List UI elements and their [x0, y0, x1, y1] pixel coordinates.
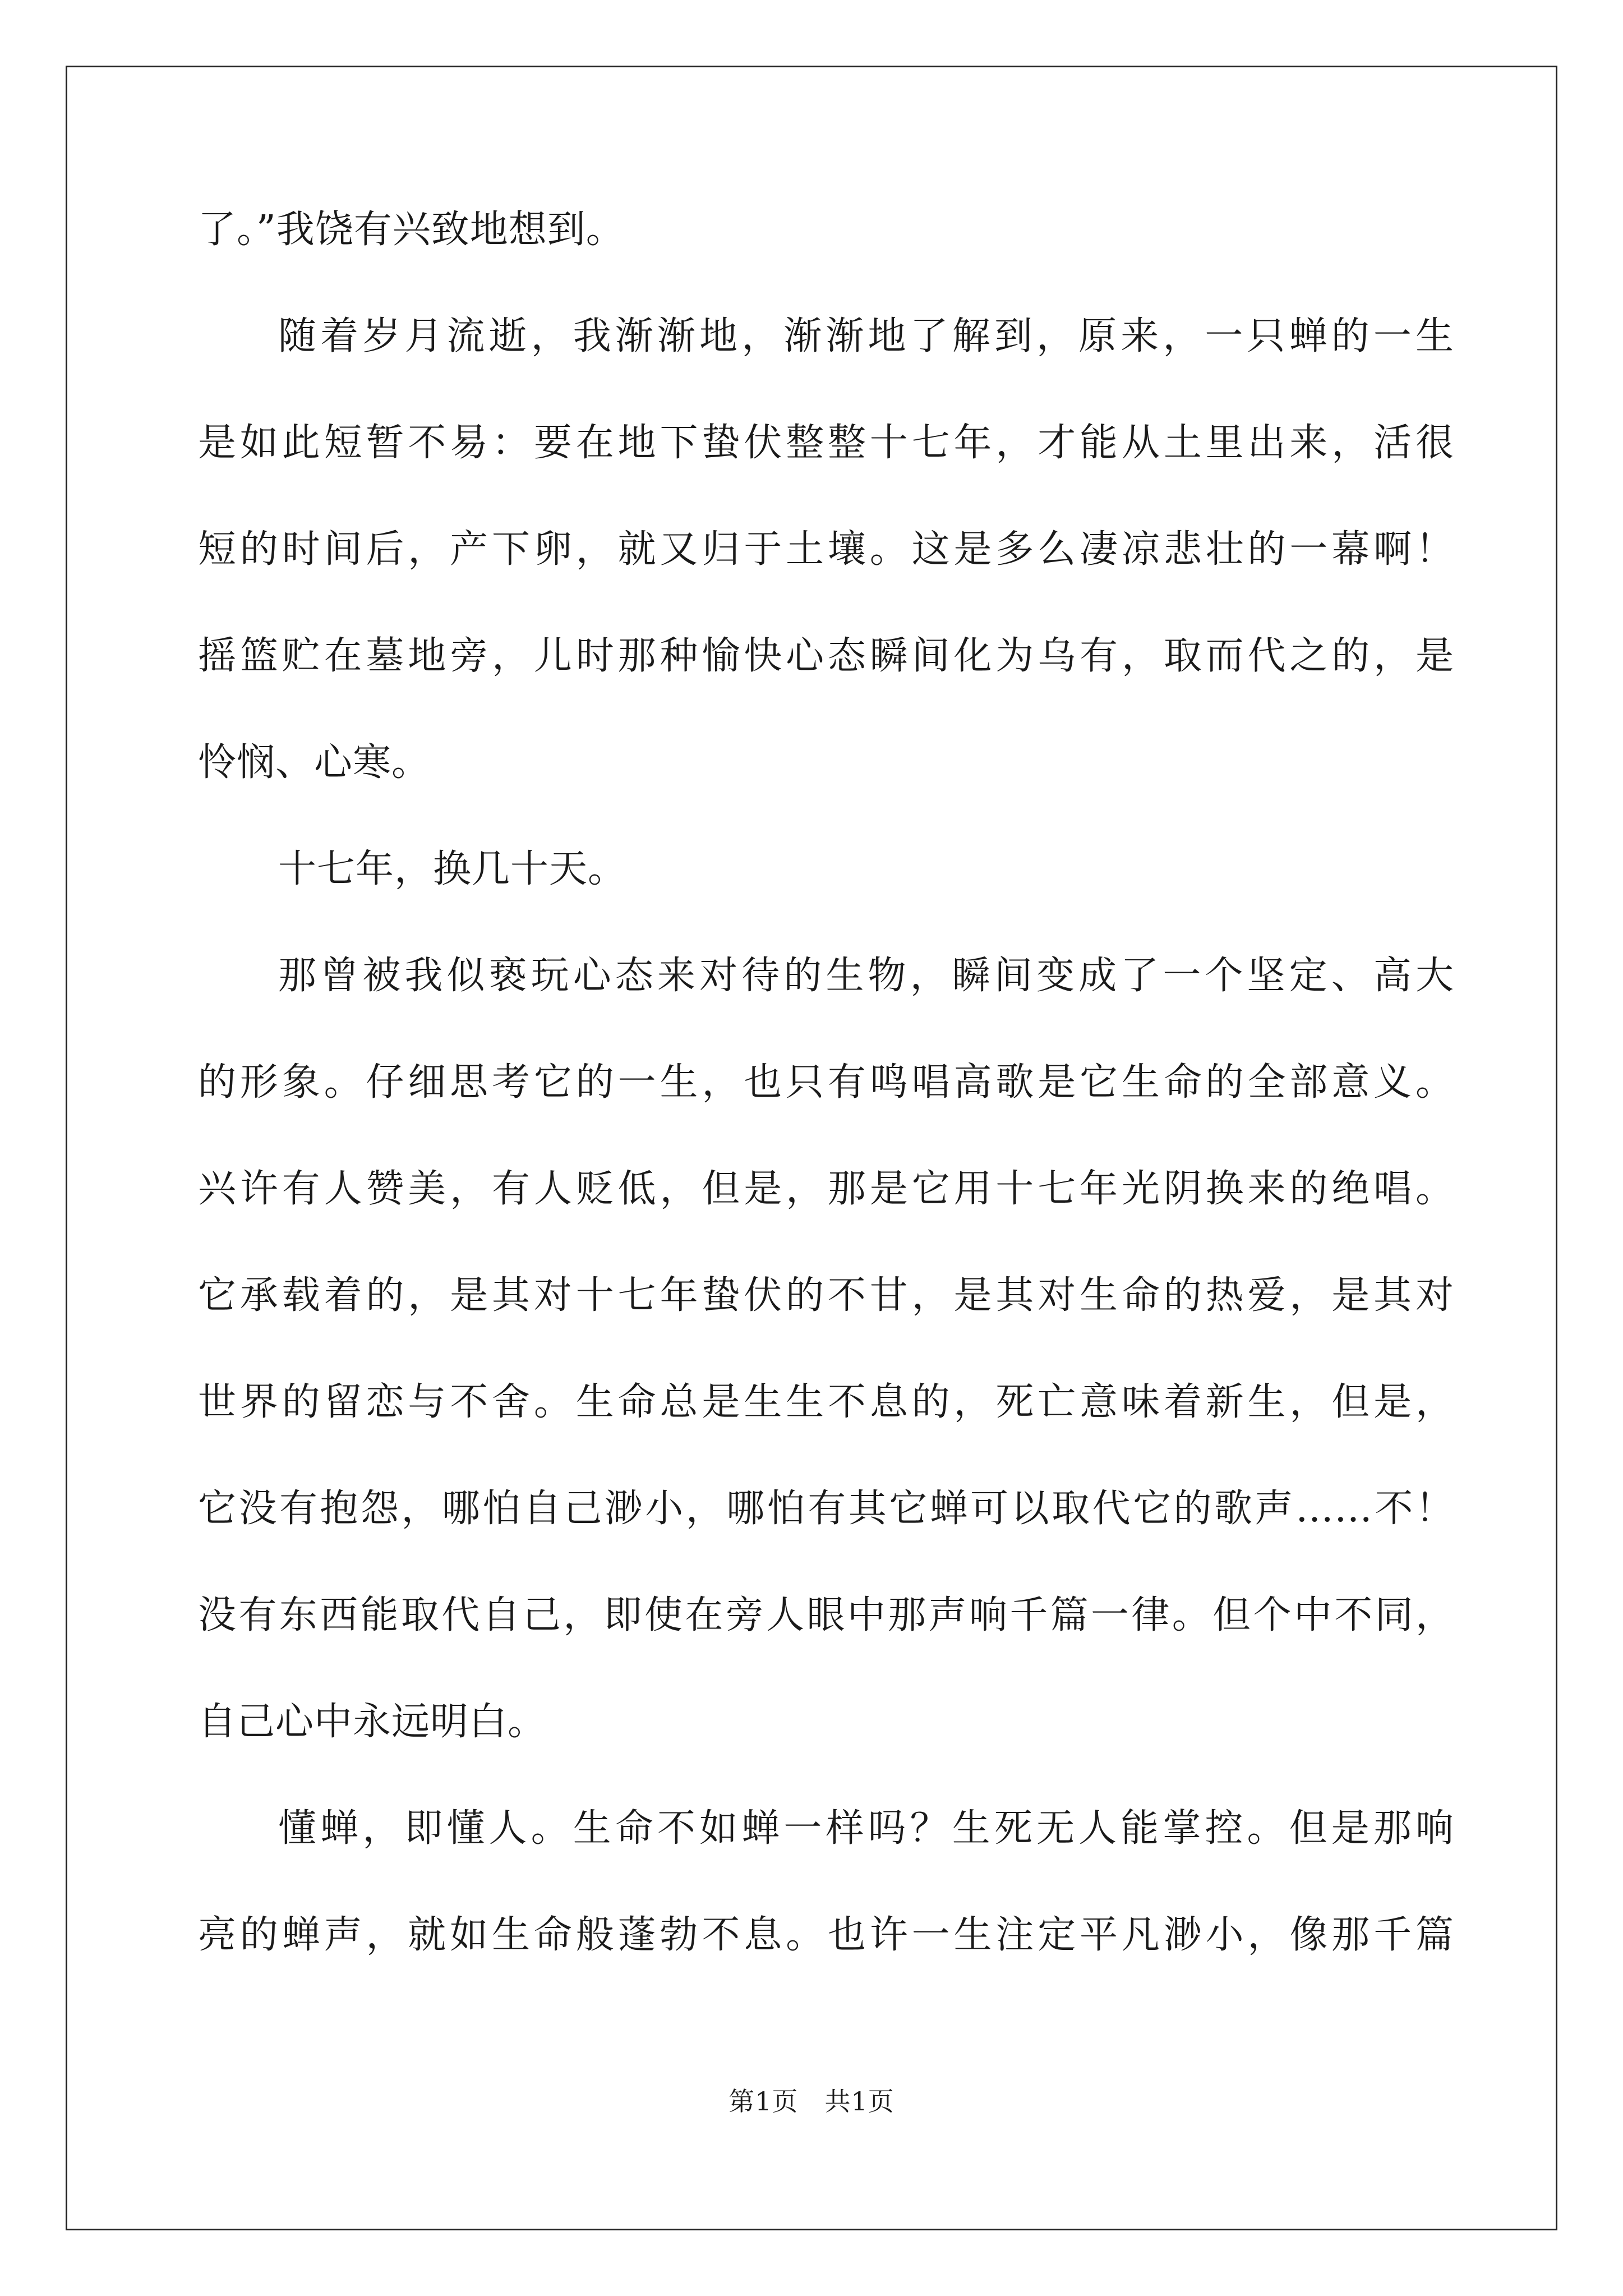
- text-line-7: 十七年，换几十天。: [278, 847, 627, 891]
- text-line-5: 摇篮贮在墓地旁，儿时那种愉快心态瞬间化为乌有，取而代之的，是: [198, 634, 1454, 678]
- text-line-16: 懂蝉，即懂人。生命不如蝉一样吗？生死无人能掌控。但是那响: [278, 1806, 1454, 1851]
- text-line-6: 怜悯、心寒。: [198, 740, 431, 785]
- page-number-footer: 第1页 共1页: [728, 2086, 895, 2116]
- text-line-14: 没有东西能取代自己，即使在旁人眼中那声响千篇一律。但个中不同，: [198, 1593, 1454, 1637]
- text-line-9: 的形象。仔细思考它的一生，也只有鸣唱高歌是它生命的全部意义。: [198, 1060, 1454, 1105]
- text-line-13: 它没有抱怨，哪怕自己渺小，哪怕有其它蝉可以取代它的歌声……不！: [198, 1487, 1454, 1531]
- text-line-2: 随着岁月流逝，我渐渐地，渐渐地了解到，原来，一只蝉的一生: [278, 314, 1454, 358]
- text-line-12: 世界的留恋与不舍。生命总是生生不息的，死亡意味着新生，但是，: [198, 1380, 1454, 1424]
- text-line-8: 那曾被我似亵玩心态来对待的生物，瞬间变成了一个坚定、高大: [278, 954, 1454, 998]
- text-line-11: 它承载着的，是其对十七年蛰伏的不甘，是其对生命的热爱，是其对: [198, 1273, 1454, 1318]
- document-body: [198, 203, 1454, 2015]
- text-line-1: 了。”我饶有兴致地想到。: [198, 208, 625, 252]
- text-line-10: 兴许有人赞美，有人贬低，但是，那是它用十七年光阴换来的绝唱。: [198, 1167, 1454, 1211]
- text-line-3: 是如此短暂不易：要在地下蛰伏整整十七年，才能从土里出来，活很: [198, 421, 1454, 465]
- text-line-17: 亮的蝉声，就如生命般蓬勃不息。也许一生注定平凡渺小，像那千篇: [198, 1913, 1454, 1957]
- text-line-4: 短的时间后，产下卵，就又归于土壤。这是多么凄凉悲壮的一幕啊！: [198, 527, 1454, 572]
- text-line-15: 自己心中永远明白。: [198, 1700, 547, 1744]
